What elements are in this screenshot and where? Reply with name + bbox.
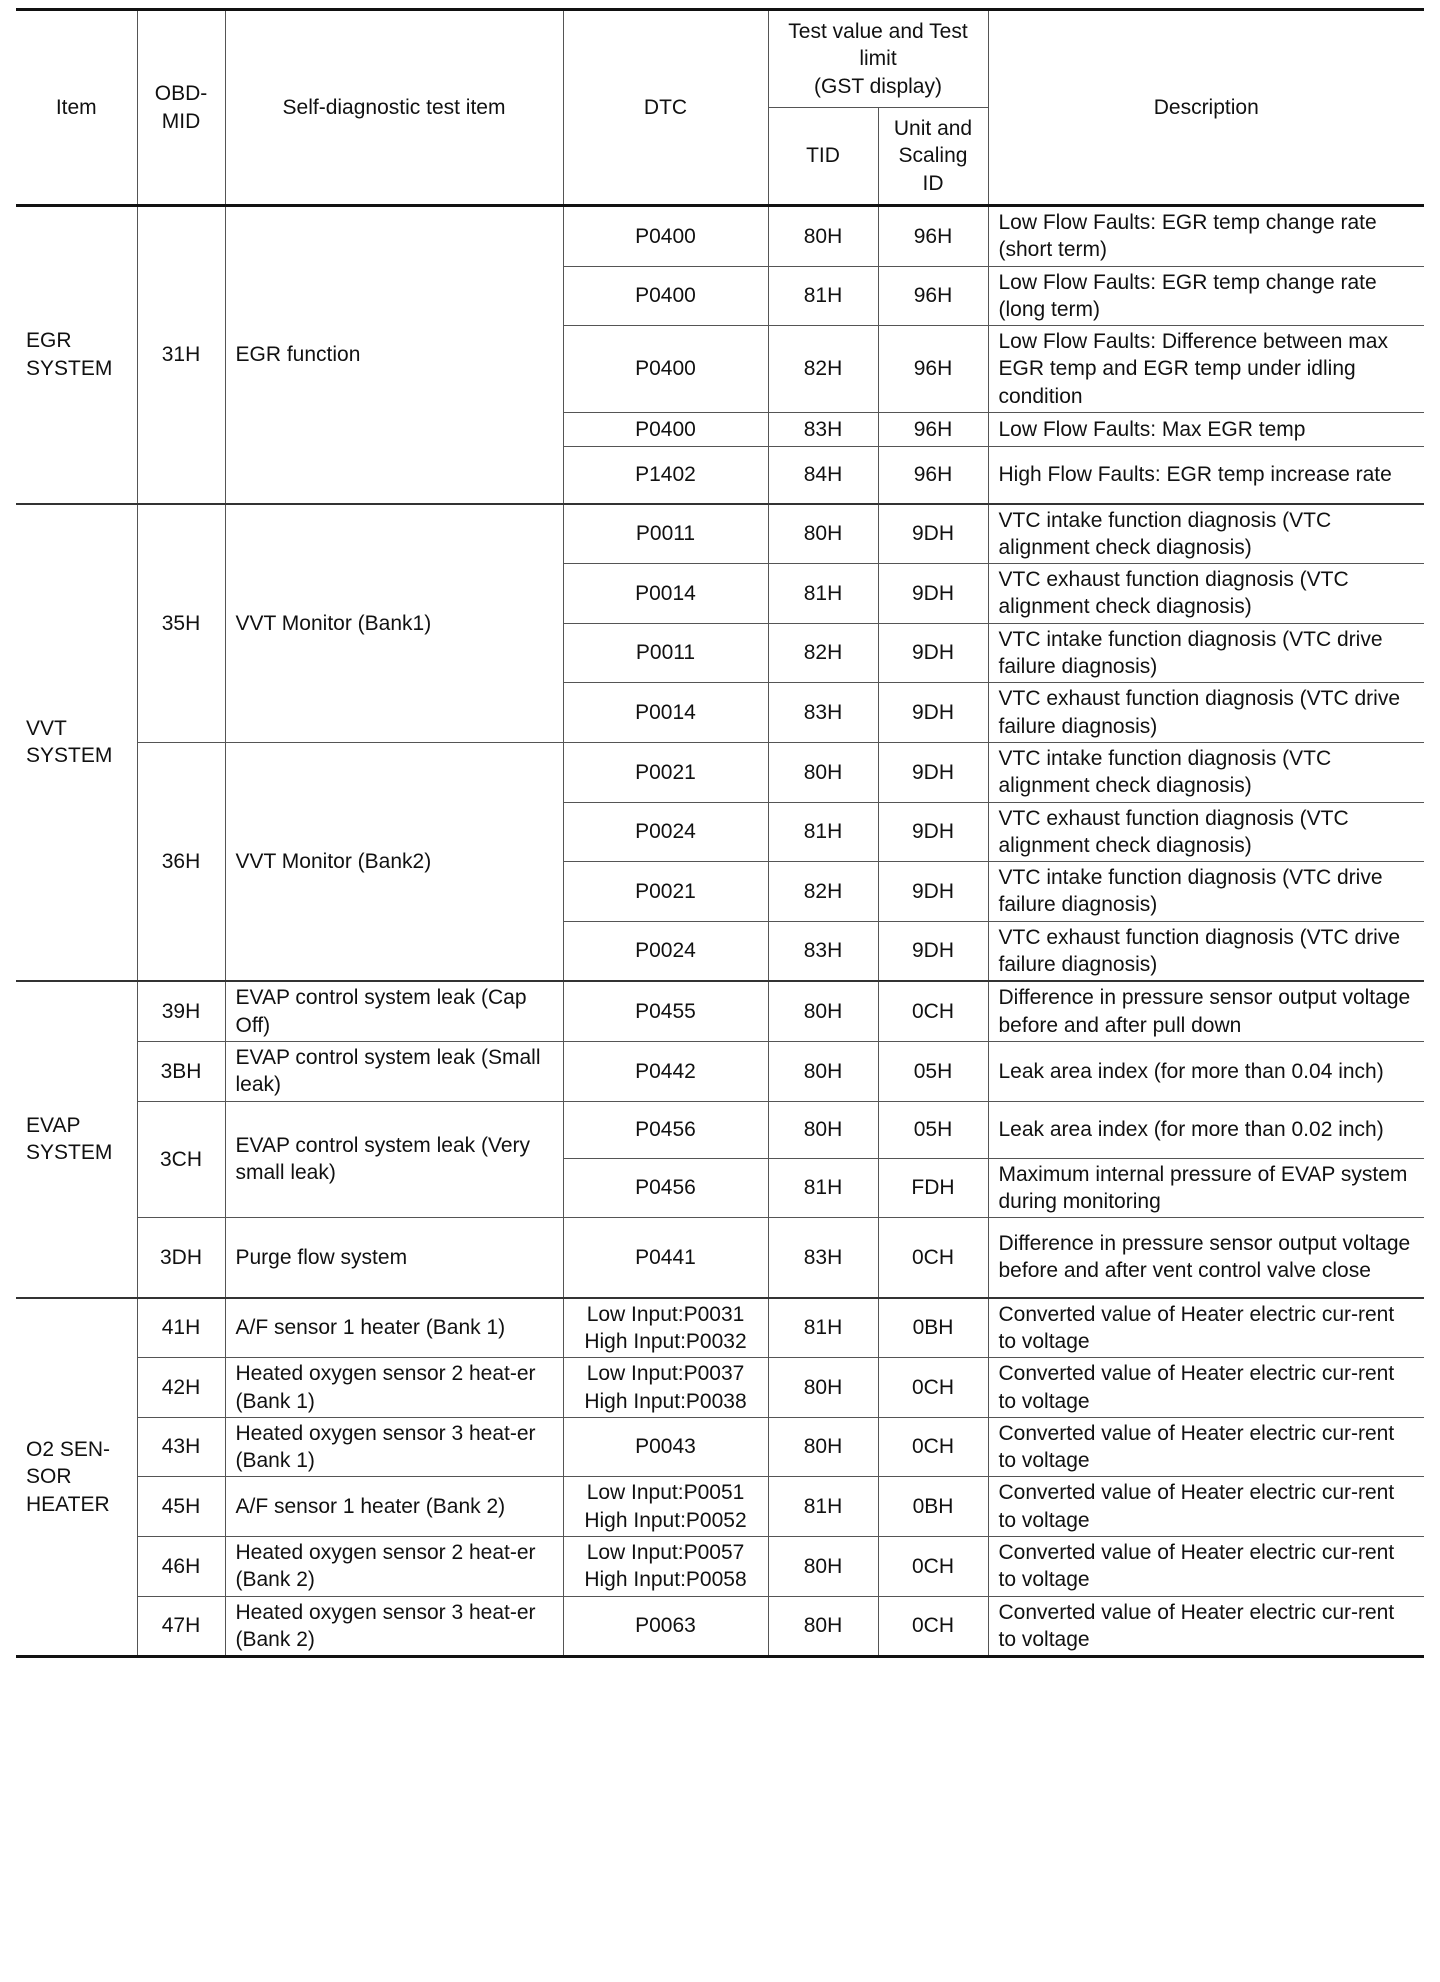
cell-obd-mid: 3DH [137, 1218, 225, 1298]
cell-unit-scaling-id: 9DH [878, 683, 988, 743]
cell-description: VTC exhaust function diagnosis (VTC drive failure diagnosis) [988, 921, 1424, 981]
cell-unit-scaling-id: 96H [878, 206, 988, 267]
cell-description: Converted value of Heater electric cur-rent to voltage [988, 1536, 1424, 1596]
cell-description: VTC intake function diagnosis (VTC drive failure diagnosis) [988, 862, 1424, 922]
cell-description: Maximum internal pressure of EVAP system during monitoring [988, 1158, 1424, 1218]
cell-description: Low Flow Faults: Difference between max EGR temp and EGR temp under idling condition [988, 326, 1424, 413]
header-item: Item [16, 10, 137, 206]
cell-unit-scaling-id: 0BH [878, 1477, 988, 1537]
cell-obd-mid: 42H [137, 1358, 225, 1418]
cell-item: O2 SEN- SOR HEATER [16, 1298, 137, 1657]
cell-dtc: P0400 [563, 326, 768, 413]
cell-description: High Flow Faults: EGR temp increase rate [988, 447, 1424, 504]
cell-dtc: Low Input:P0037 High Input:P0038 [563, 1358, 768, 1418]
cell-description: Difference in pressure sensor output voltage before and after vent control valve close [988, 1218, 1424, 1298]
cell-description: VTC exhaust function diagnosis (VTC alignment check diagnosis) [988, 802, 1424, 862]
cell-obd-mid: 31H [137, 206, 225, 504]
header-tid: TID [768, 108, 878, 206]
cell-tid: 80H [768, 981, 878, 1041]
cell-tid: 80H [768, 504, 878, 564]
cell-tid: 80H [768, 1358, 878, 1418]
cell-description: VTC exhaust function diagnosis (VTC drive failure diagnosis) [988, 683, 1424, 743]
cell-unit-scaling-id: 05H [878, 1041, 988, 1101]
cell-tid: 83H [768, 413, 878, 447]
table-row [16, 1358, 1424, 1418]
cell-test-item: Heated oxygen sensor 2 heat-er (Bank 1) [225, 1358, 563, 1418]
cell-tid: 80H [768, 206, 878, 267]
cell-dtc: Low Input:P0057 High Input:P0058 [563, 1536, 768, 1596]
cell-tid: 81H [768, 1477, 878, 1537]
cell-test-item: EVAP control system leak (Cap Off) [225, 981, 563, 1041]
cell-unit-scaling-id: 96H [878, 266, 988, 326]
cell-obd-mid: 47H [137, 1596, 225, 1657]
table-row [16, 1596, 1424, 1657]
cell-unit-scaling-id: 9DH [878, 623, 988, 683]
cell-description: Low Flow Faults: Max EGR temp [988, 413, 1424, 447]
cell-unit-scaling-id: 0CH [878, 1358, 988, 1418]
cell-dtc: P1402 [563, 447, 768, 504]
cell-obd-mid: 36H [137, 742, 225, 981]
cell-unit-scaling-id: 96H [878, 326, 988, 413]
table-row [16, 504, 1424, 564]
cell-obd-mid: 39H [137, 981, 225, 1041]
header-self-diagnostic-test-item: Self-diagnostic test item [225, 10, 563, 206]
cell-tid: 82H [768, 862, 878, 922]
cell-description: VTC intake function diagnosis (VTC drive failure diagnosis) [988, 623, 1424, 683]
cell-unit-scaling-id: 05H [878, 1101, 988, 1158]
cell-description: Converted value of Heater electric cur-rent to voltage [988, 1596, 1424, 1657]
cell-test-item: EGR function [225, 206, 563, 504]
cell-tid: 82H [768, 623, 878, 683]
cell-test-item: VVT Monitor (Bank1) [225, 504, 563, 743]
cell-dtc: P0021 [563, 742, 768, 802]
cell-test-item: Heated oxygen sensor 2 heat-er (Bank 2) [225, 1536, 563, 1596]
cell-dtc: P0014 [563, 564, 768, 624]
cell-obd-mid: 46H [137, 1536, 225, 1596]
cell-unit-scaling-id: 0CH [878, 981, 988, 1041]
cell-dtc: P0442 [563, 1041, 768, 1101]
cell-description: VTC intake function diagnosis (VTC alignment check diagnosis) [988, 504, 1424, 564]
cell-unit-scaling-id: 96H [878, 413, 988, 447]
cell-unit-scaling-id: 0BH [878, 1298, 988, 1358]
table-row [16, 1477, 1424, 1537]
cell-test-item: Heated oxygen sensor 3 heat-er (Bank 2) [225, 1596, 563, 1657]
cell-description: VTC intake function diagnosis (VTC alignment check diagnosis) [988, 742, 1424, 802]
cell-tid: 81H [768, 266, 878, 326]
cell-tid: 82H [768, 326, 878, 413]
cell-tid: 80H [768, 1417, 878, 1477]
cell-tid: 80H [768, 1596, 878, 1657]
cell-description: Converted value of Heater electric cur-rent to voltage [988, 1358, 1424, 1418]
cell-unit-scaling-id: 0CH [878, 1536, 988, 1596]
header-dtc: DTC [563, 10, 768, 206]
cell-dtc: P0400 [563, 206, 768, 267]
cell-unit-scaling-id: 9DH [878, 564, 988, 624]
cell-unit-scaling-id: 0CH [878, 1218, 988, 1298]
cell-unit-scaling-id: 0CH [878, 1417, 988, 1477]
cell-item: EGR SYSTEM [16, 206, 137, 504]
cell-obd-mid: 43H [137, 1417, 225, 1477]
cell-item: EVAP SYSTEM [16, 981, 137, 1297]
cell-test-item: EVAP control system leak (Very small leak) [225, 1101, 563, 1218]
cell-tid: 84H [768, 447, 878, 504]
cell-dtc: P0011 [563, 623, 768, 683]
cell-obd-mid: 45H [137, 1477, 225, 1537]
cell-test-item: EVAP control system leak (Small leak) [225, 1041, 563, 1101]
cell-dtc: P0024 [563, 921, 768, 981]
cell-description: VTC exhaust function diagnosis (VTC alignment check diagnosis) [988, 564, 1424, 624]
cell-tid: 80H [768, 1536, 878, 1596]
cell-unit-scaling-id: 9DH [878, 921, 988, 981]
cell-unit-scaling-id: 9DH [878, 504, 988, 564]
header-unit-scaling-id: Unit and Scaling ID [878, 108, 988, 206]
cell-description: Leak area index (for more than 0.04 inch) [988, 1041, 1424, 1101]
cell-dtc: P0021 [563, 862, 768, 922]
self-diagnostic-table [16, 8, 1424, 1658]
cell-test-item: VVT Monitor (Bank2) [225, 742, 563, 981]
cell-tid: 81H [768, 802, 878, 862]
table-row [16, 1041, 1424, 1101]
cell-dtc: P0063 [563, 1596, 768, 1657]
cell-tid: 81H [768, 1298, 878, 1358]
table-row [16, 1536, 1424, 1596]
table-row [16, 1298, 1424, 1358]
cell-description: Converted value of Heater electric cur-rent to voltage [988, 1477, 1424, 1537]
cell-dtc: P0043 [563, 1417, 768, 1477]
cell-tid: 81H [768, 564, 878, 624]
cell-dtc: P0024 [563, 802, 768, 862]
table-row [16, 1218, 1424, 1298]
cell-obd-mid: 35H [137, 504, 225, 743]
table-row [16, 742, 1424, 802]
cell-dtc: P0011 [563, 504, 768, 564]
cell-tid: 81H [768, 1158, 878, 1218]
cell-dtc: P0456 [563, 1101, 768, 1158]
cell-dtc: P0441 [563, 1218, 768, 1298]
cell-obd-mid: 3BH [137, 1041, 225, 1101]
cell-obd-mid: 3CH [137, 1101, 225, 1218]
cell-description: Converted value of Heater electric cur-rent to voltage [988, 1417, 1424, 1477]
cell-unit-scaling-id: 96H [878, 447, 988, 504]
cell-tid: 83H [768, 683, 878, 743]
table-row [16, 206, 1424, 267]
header-description: Description [988, 10, 1424, 206]
cell-unit-scaling-id: 0CH [878, 1596, 988, 1657]
cell-dtc: P0456 [563, 1158, 768, 1218]
cell-unit-scaling-id: 9DH [878, 802, 988, 862]
cell-dtc: Low Input:P0031 High Input:P0032 [563, 1298, 768, 1358]
cell-unit-scaling-id: 9DH [878, 862, 988, 922]
cell-test-item: Purge flow system [225, 1218, 563, 1298]
cell-description: Low Flow Faults: EGR temp change rate (long term) [988, 266, 1424, 326]
cell-test-item: Heated oxygen sensor 3 heat-er (Bank 1) [225, 1417, 563, 1477]
cell-unit-scaling-id: FDH [878, 1158, 988, 1218]
table-row [16, 1101, 1424, 1158]
cell-test-item: A/F sensor 1 heater (Bank 1) [225, 1298, 563, 1358]
cell-dtc: Low Input:P0051 High Input:P0052 [563, 1477, 768, 1537]
table-row [16, 1417, 1424, 1477]
table-header [16, 10, 1424, 206]
cell-description: Difference in pressure sensor output voltage before and after pull down [988, 981, 1424, 1041]
cell-dtc: P0455 [563, 981, 768, 1041]
table-body [16, 206, 1424, 1657]
cell-dtc: P0400 [563, 266, 768, 326]
cell-item: VVT SYSTEM [16, 504, 137, 982]
table-row [16, 981, 1424, 1041]
cell-tid: 80H [768, 1041, 878, 1101]
cell-tid: 80H [768, 1101, 878, 1158]
cell-test-item: A/F sensor 1 heater (Bank 2) [225, 1477, 563, 1537]
cell-dtc: P0400 [563, 413, 768, 447]
cell-tid: 80H [768, 742, 878, 802]
header-test-value-limit: Test value and Test limit (GST display) [768, 10, 988, 108]
cell-obd-mid: 41H [137, 1298, 225, 1358]
cell-unit-scaling-id: 9DH [878, 742, 988, 802]
cell-description: Converted value of Heater electric cur-rent to voltage [988, 1298, 1424, 1358]
cell-description: Low Flow Faults: EGR temp change rate (short term) [988, 206, 1424, 267]
cell-tid: 83H [768, 1218, 878, 1298]
cell-tid: 83H [768, 921, 878, 981]
header-obd-mid: OBD- MID [137, 10, 225, 206]
obd-test-table-document [16, 8, 1424, 1658]
cell-description: Leak area index (for more than 0.02 inch) [988, 1101, 1424, 1158]
cell-dtc: P0014 [563, 683, 768, 743]
